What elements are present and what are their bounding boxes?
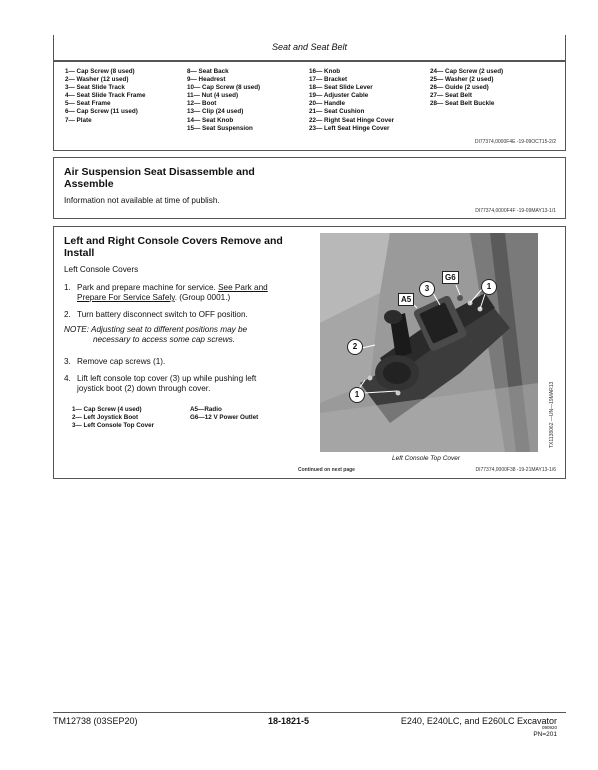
- footer-rule: [53, 712, 566, 713]
- step-number: 2.: [64, 310, 71, 319]
- callout-g6: G6: [442, 271, 459, 284]
- legend-item: 15— Seat Suspension: [187, 124, 253, 132]
- parts-legend-col4: [430, 68, 503, 108]
- step4-line1: Lift left console top cover (3) up while pushing left: [77, 374, 257, 383]
- step-number: 4.: [64, 374, 71, 383]
- footer-model: E240, E240LC, and E260LC Excavator: [400, 716, 557, 726]
- legend-item: 16— Knob: [309, 68, 341, 75]
- legend-item: 11— Nut (4 used): [187, 92, 239, 100]
- legend-item: 10— Cap Screw (8 used): [187, 84, 261, 92]
- legend-item: 21— Seat Cushion: [309, 108, 365, 116]
- legend-item: 6— Cap Screw (11 used): [65, 108, 138, 116]
- legend-item: 1— Cap Screw (4 used): [72, 406, 142, 413]
- note-line1: NOTE: Adjusting seat to different positions may be: [64, 325, 248, 334]
- step-text: Turn battery disconnect switch to OFF position.: [77, 310, 248, 319]
- legend-item: 14— Seat Knob: [187, 116, 234, 124]
- section-header-title: Seat and Seat Belt: [271, 42, 348, 52]
- callout-3: 3: [419, 281, 435, 297]
- console-title-line1: Left and Right Console Covers Remove and: [64, 235, 283, 247]
- step4-line2: joystick boot (2) down through cover.: [77, 384, 211, 393]
- continued-note: Continued on next page: [298, 467, 355, 473]
- legend-item: 7— Plate: [65, 116, 92, 124]
- step-number: 1.: [64, 283, 71, 292]
- step-2: [64, 310, 314, 320]
- legend-item: 2— Washer (12 used): [65, 76, 129, 84]
- figure-id: TX1138062 —UN—19MAR13: [549, 381, 555, 448]
- step-text: [77, 374, 310, 394]
- parts-legend-col2: [187, 68, 260, 133]
- legend-item: 28— Seat Belt Buckle: [430, 100, 495, 108]
- legend-item: G6—12 V Power Outlet: [190, 414, 259, 422]
- legend-item: 23— Left Seat Hinge Cover: [309, 124, 390, 132]
- callout-2: 2: [347, 339, 363, 355]
- step1-group: . (Group 0001.): [174, 293, 231, 302]
- footer-manual-id: TM12738 (03SEP20): [53, 716, 138, 726]
- console-legend-left: [72, 406, 154, 430]
- park-prepare-link-cont[interactable]: Prepare For Service Safely: [77, 293, 175, 302]
- note-line2: necessary to access some cap screws.: [93, 335, 235, 344]
- legend-item: 17— Bracket: [309, 76, 348, 84]
- callout-a5: A5: [398, 293, 414, 306]
- footer-page-number: 18-1821-5: [268, 716, 310, 726]
- step-text: Remove cap screws (1).: [77, 357, 166, 366]
- section-header: [53, 35, 566, 61]
- note: [64, 325, 247, 345]
- callout-1-right: 1: [481, 279, 497, 295]
- parts-legend-docid: DI77374,0000F4E -19-09OCT15-2/2: [474, 139, 556, 145]
- legend-item: 18— Seat Slide Lever: [309, 84, 373, 92]
- legend-item: 25— Washer (2 used): [430, 76, 494, 84]
- legend-item: 27— Seat Belt: [430, 92, 472, 100]
- park-prepare-link[interactable]: See Park and: [218, 283, 268, 292]
- air-suspension-info: Information not available at time of publish.: [64, 196, 220, 205]
- console-legend-right: [190, 406, 258, 422]
- step-1: [64, 283, 314, 303]
- legend-item: 5— Seat Frame: [65, 100, 111, 108]
- parts-legend-col1: [65, 68, 146, 125]
- console-docid: DI77374,0000F38 -19-21MAY13-1/6: [475, 467, 556, 473]
- legend-item: 13— Clip (24 used): [187, 108, 244, 116]
- console-title-line2: Install: [64, 247, 95, 259]
- legend-item: 3— Seat Slide Track: [65, 84, 125, 92]
- legend-item: 1— Cap Screw (8 used): [65, 68, 135, 75]
- air-suspension-docid: DI77374,0000F4F -19-09MAY13-1/1: [475, 208, 556, 214]
- legend-item: 24— Cap Screw (2 used): [430, 68, 504, 75]
- step-4: [64, 374, 314, 394]
- legend-item: 4— Seat Slide Track Frame: [65, 92, 146, 100]
- callout-1: 1: [349, 387, 365, 403]
- air-suspension-title-line1: Air Suspension Seat Disassemble and: [64, 166, 255, 178]
- legend-item: 2— Left Joystick Boot: [72, 414, 139, 422]
- parts-legend-col3: [309, 68, 394, 133]
- step-text: [77, 283, 310, 303]
- legend-item: 3— Left Console Top Cover: [72, 422, 155, 430]
- step1-text: Park and prepare machine for service.: [77, 283, 216, 292]
- legend-item: 19— Adjuster Cable: [309, 92, 369, 100]
- step-3: [64, 357, 314, 367]
- legend-item: 9— Headrest: [187, 76, 226, 84]
- air-suspension-title: [64, 166, 255, 190]
- legend-item: 20— Handle: [309, 100, 346, 108]
- console-photo: [320, 233, 538, 452]
- console-title: [64, 235, 283, 259]
- legend-item: 8— Seat Back: [187, 68, 229, 75]
- legend-item: 26— Guide (2 used): [430, 84, 489, 92]
- footer-pn: PN=201: [533, 731, 557, 738]
- air-suspension-title-line2: Assemble: [64, 178, 114, 190]
- step-number: 3.: [64, 357, 71, 366]
- footer-date-code: 090920: [541, 725, 557, 730]
- console-subtitle: Left Console Covers: [64, 265, 139, 274]
- legend-item: 12— Boot: [187, 100, 217, 108]
- figure-caption: Left Console Top Cover: [392, 455, 461, 462]
- legend-item: A5—Radio: [190, 406, 222, 413]
- legend-item: 22— Right Seat Hinge Cover: [309, 116, 395, 124]
